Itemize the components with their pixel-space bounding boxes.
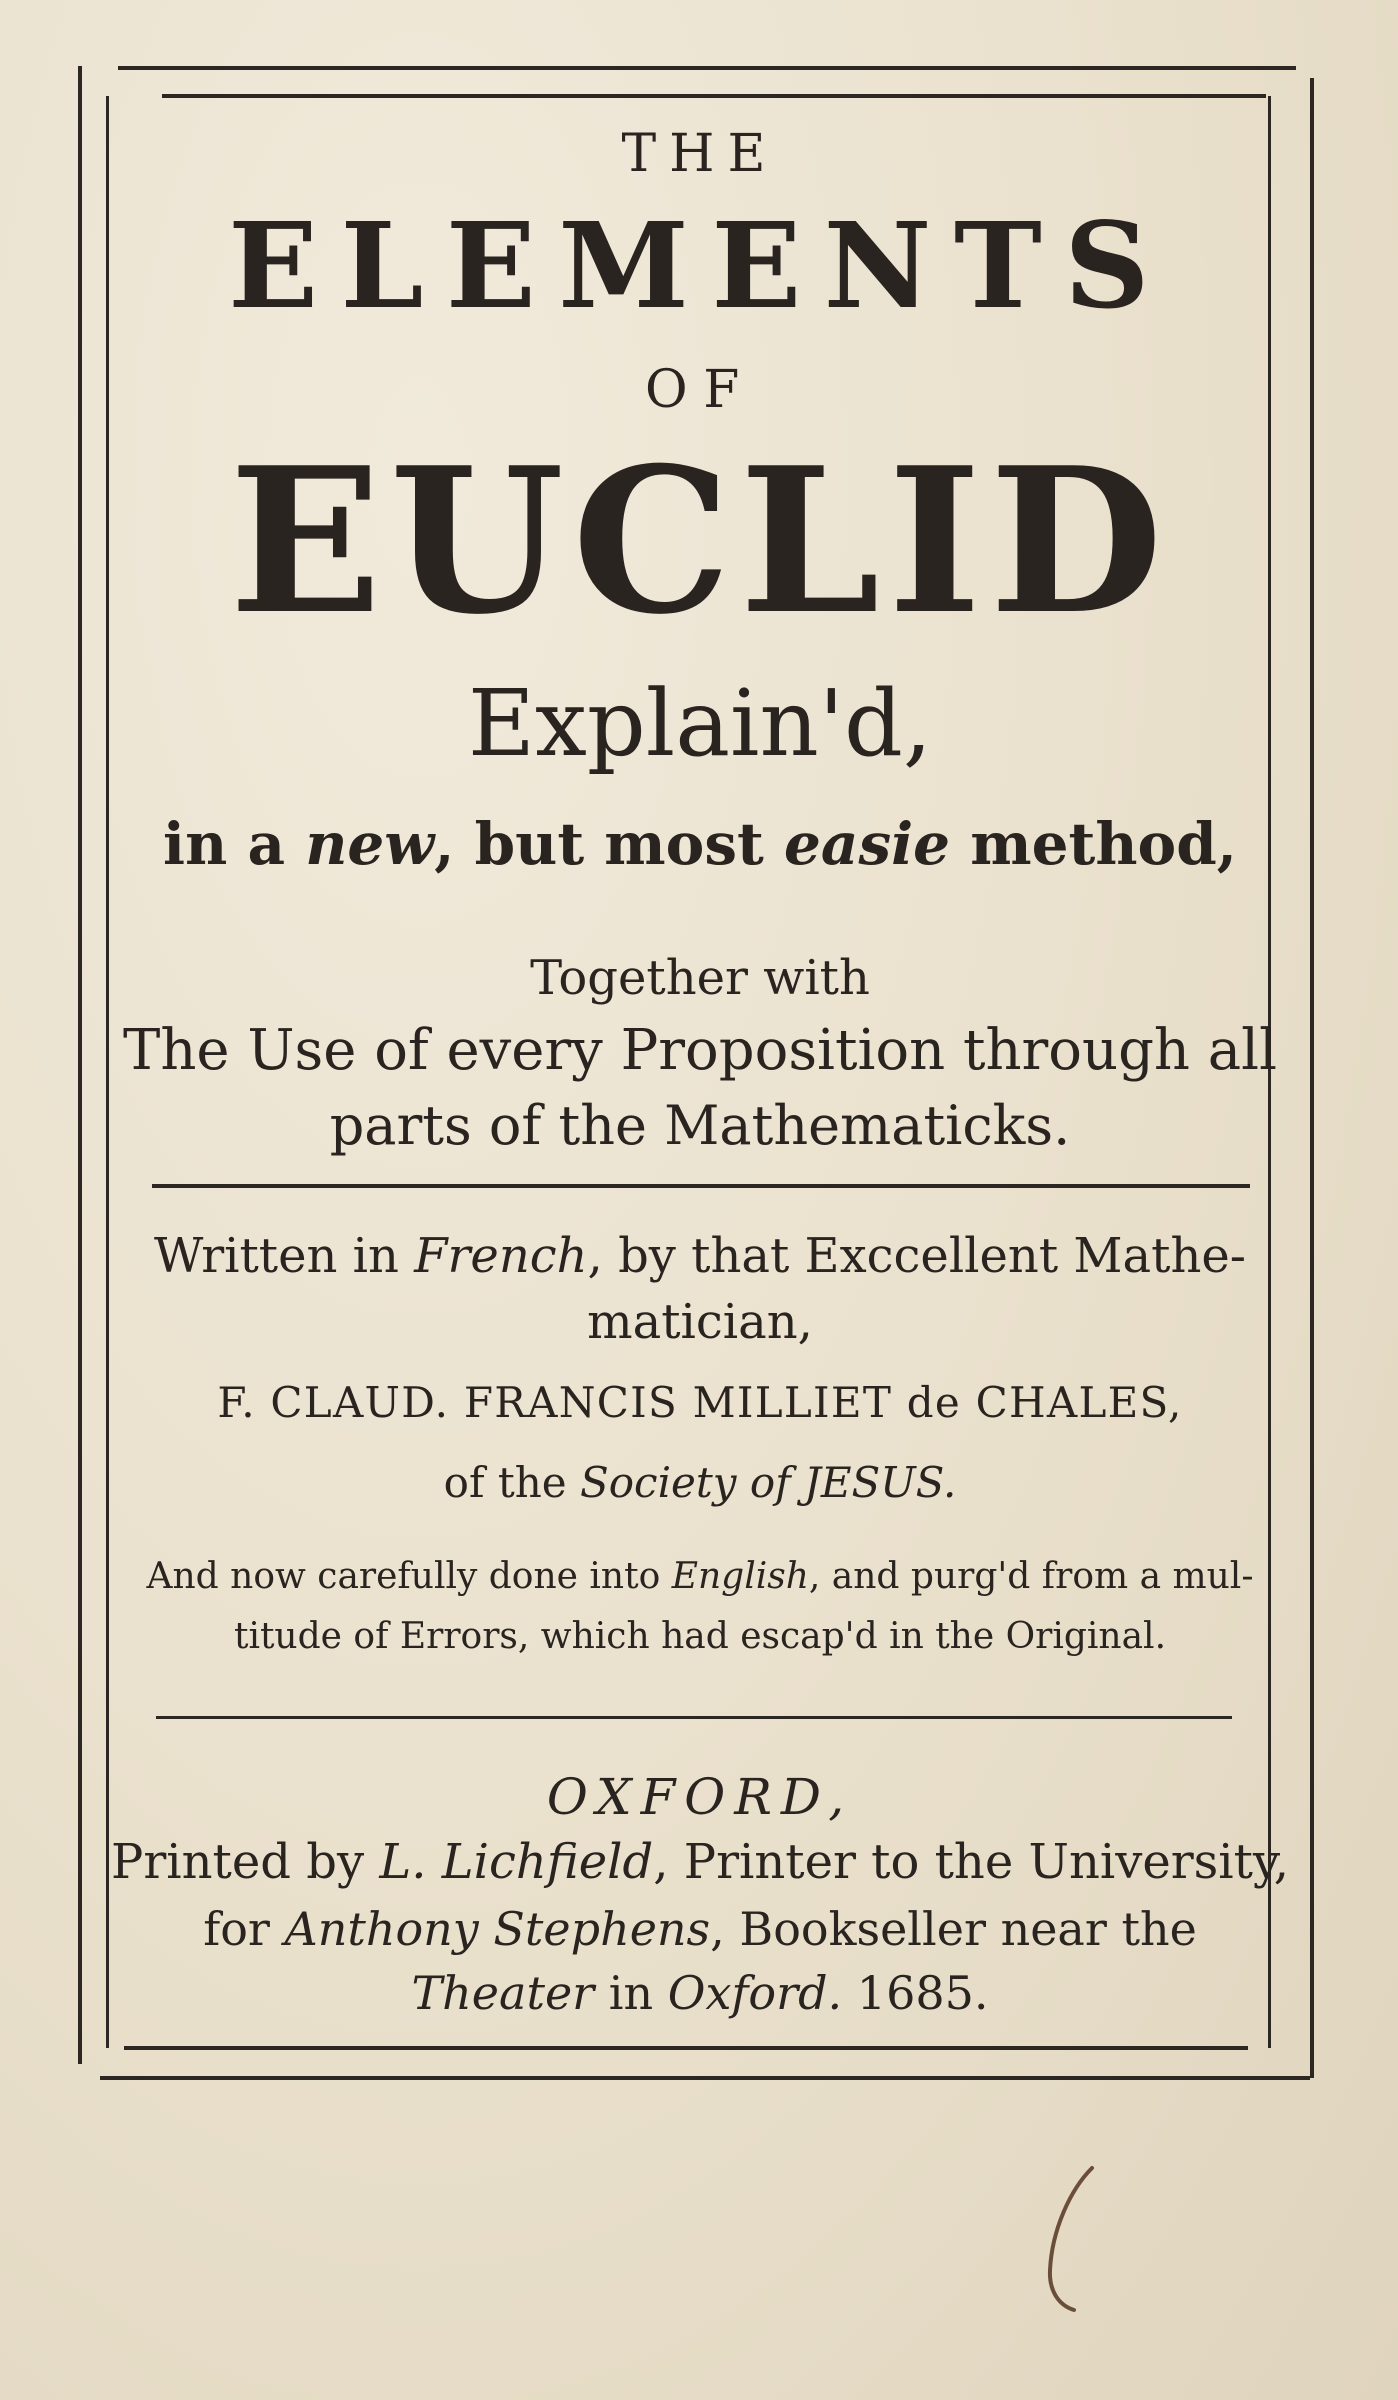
subtitle-easie: easie [784, 810, 951, 878]
theater-word: Theater [411, 1966, 595, 2020]
society-line [100, 1458, 1300, 1507]
use-line-2: parts of the Mathematicks. [329, 1094, 1071, 1157]
society-part1: of the [443, 1458, 580, 1507]
title-the: THE [621, 124, 779, 184]
translation-english: English [671, 1556, 809, 1597]
printed-part1: Printed by [111, 1834, 380, 1890]
use-line-1: The Use of every Proposition through all [122, 1018, 1277, 1083]
border-left-outer [78, 66, 82, 2064]
for-part3: , Bookseller near the [710, 1902, 1197, 1956]
theater-year: 1685. [842, 1966, 989, 2020]
translation-part1: And now carefully done into [146, 1556, 672, 1597]
title-of: OF [645, 360, 755, 420]
theater-in: in [594, 1966, 668, 2020]
written-french: French [414, 1228, 588, 1284]
title-explaind: Explain'd, [467, 670, 933, 777]
imprint-for [100, 1902, 1300, 1956]
for-stephens: Anthony Stephens [284, 1902, 711, 1956]
title-euclid: EUCLID [229, 424, 1171, 659]
border-bottom-outer [100, 2076, 1310, 2080]
pencil-mark-icon [1040, 2160, 1100, 2320]
translation-line-1 [100, 1556, 1300, 1597]
subtitle-part5: method, [950, 810, 1237, 878]
subtitle-part3: , but most [434, 810, 785, 878]
together-with: Together with [530, 950, 870, 1006]
subtitle-new: new [305, 810, 435, 878]
author-name: F. CLAUD. FRANCIS MILLIET de CHALES, [217, 1378, 1183, 1427]
society-jesus: Society of JESUS. [580, 1458, 957, 1507]
divider-1 [152, 1184, 1250, 1188]
border-bottom-inner [124, 2046, 1248, 2050]
imprint-theater [100, 1966, 1300, 2020]
written-part3: , by that Exccellent Mathe- [587, 1228, 1246, 1284]
written-line-2: matician, [587, 1294, 813, 1350]
printed-lichfield: L. Lichfield [379, 1834, 654, 1890]
theater-oxford: Oxford. [667, 1966, 843, 2020]
subtitle-part1: in a [163, 810, 306, 878]
written-line-1 [100, 1228, 1300, 1284]
title-elements: ELEMENTS [228, 196, 1172, 335]
border-top-outer [118, 66, 1296, 70]
subtitle [100, 810, 1300, 878]
translation-line-2: titude of Errors, which had escap'd in the Original. [233, 1616, 1167, 1657]
border-top-inner [162, 94, 1266, 98]
imprint-city: OXFORD, [546, 1768, 854, 1826]
translation-part3: , and purg'd from a mul- [808, 1556, 1254, 1597]
divider-2 [156, 1716, 1232, 1719]
printed-part3: , Printer to the University, [653, 1834, 1289, 1890]
imprint-printed [100, 1834, 1300, 1890]
border-right-outer [1310, 78, 1314, 2078]
written-part1: Written in [154, 1228, 415, 1284]
for-part1: for [203, 1902, 285, 1956]
